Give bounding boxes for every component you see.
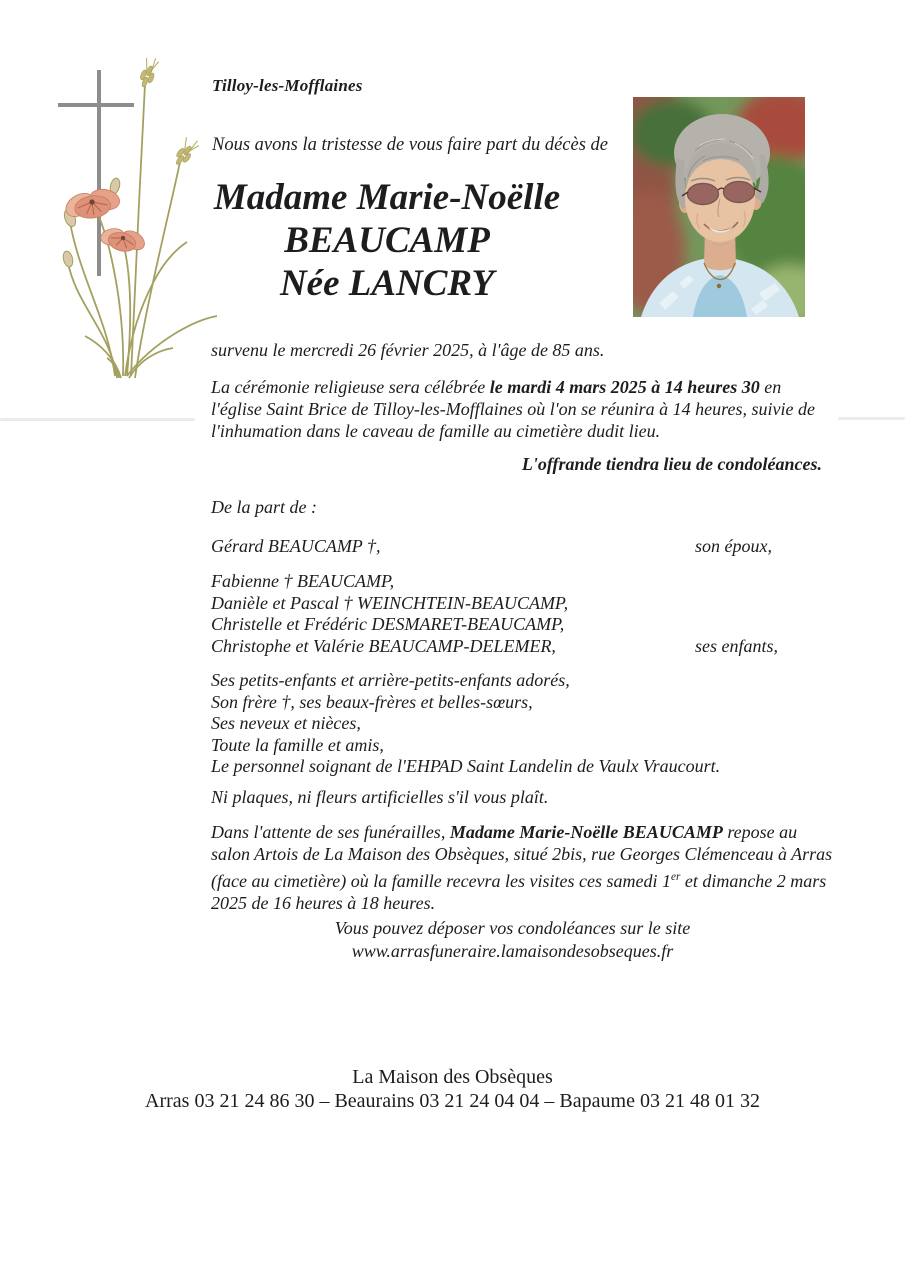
deceased-name-line1: Madame Marie-Noëlle — [213, 177, 561, 218]
mortuary-mid: repose au salon Artois de La Maison des Obsèques, situé 2bis, rue Georges Clémenceau à Arras (face au cimetière) où la famille recevra les visites ces samedi 1 — [211, 822, 833, 891]
funeral-home-phones: Arras 03 21 24 86 30 – Beaurains 03 21 24 04 04 – Bapaume 03 21 48 01 32 — [145, 1090, 760, 1112]
deceased-name-line3: Née LANCRY — [279, 263, 495, 304]
mortuary-pre: Dans l'attente de ses funérailles, — [211, 822, 450, 842]
mortuary-paragraph — [211, 821, 835, 914]
ceremony-post: en l'église Saint Brice de Tilloy-les-Mofflaines où l'on se réunira à 14 heures, suivie de l'inhumation dans le caveau de famille au cimetière dudit lieu. — [211, 377, 815, 441]
mortuary-name: Madame Marie-Noëlle BEAUCAMP — [449, 822, 723, 842]
children-row: Christophe et Valérie BEAUCAMP-DELEMER, — [211, 635, 556, 656]
death-line: survenu le mercredi 26 février 2025, à l'âge de 85 ans. — [211, 340, 605, 360]
spouse-name: Gérard BEAUCAMP †, — [211, 536, 381, 556]
mortuary-post: et dimanche 2 mars 2025 de 16 heures à 18 heures. — [211, 870, 827, 913]
spouse-relation-label: son époux, — [695, 536, 772, 556]
offering-line: L'offrande tiendra lieu de condoléances. — [521, 454, 822, 474]
condolences-site-line: Vous pouvez déposer vos condoléances sur le site — [334, 918, 691, 938]
city-label: Tilloy-les-Mofflaines — [212, 76, 363, 95]
mortuary-sup: er — [671, 870, 681, 883]
relatives-row: Son frère †, ses beaux-frères et belles-sœurs, — [211, 691, 533, 712]
website-line: www.arrasfuneraire.lamaisondesobseques.fr — [351, 941, 674, 961]
relatives-row: Ses neveux et nièces, — [211, 713, 361, 734]
deceased-name-line2: BEAUCAMP — [284, 220, 490, 261]
children-list — [211, 571, 568, 657]
children-row: Christelle et Frédéric DESMARET-BEAUCAMP, — [211, 614, 565, 635]
scan-artifact — [0, 418, 195, 421]
relatives-list — [211, 670, 720, 778]
no-flowers-line: Ni plaques, ni fleurs artificielles s'il vous plaît. — [211, 787, 549, 807]
children-relation-label: ses enfants, — [695, 636, 778, 656]
intro-line: Nous avons la tristesse de vous faire part du décès de — [212, 135, 608, 155]
relatives-row: Le personnel soignant de l'EHPAD Saint Landelin de Vaulx Vraucourt. — [211, 756, 721, 777]
ceremony-pre: La cérémonie religieuse sera célébrée — [211, 377, 490, 397]
ceremony-datetime: le mardi 4 mars 2025 à 14 heures 30 — [489, 377, 760, 397]
condolences-block — [205, 917, 820, 963]
scan-artifact — [838, 417, 905, 420]
relatives-row: Ses petits-enfants et arrière-petits-enfants adorés, — [211, 670, 570, 690]
portrait-photo — [633, 97, 805, 317]
ceremony-paragraph — [211, 376, 829, 442]
from-label: De la part de : — [211, 497, 317, 517]
deceased-name — [186, 176, 588, 305]
relatives-row: Toute la famille et amis, — [211, 734, 384, 755]
funeral-home-name: La Maison des Obsèques — [352, 1066, 553, 1088]
children-row: Fabienne † BEAUCAMP, — [211, 571, 395, 591]
children-row: Danièle et Pascal † WEINCHTEIN-BEAUCAMP, — [211, 592, 569, 613]
